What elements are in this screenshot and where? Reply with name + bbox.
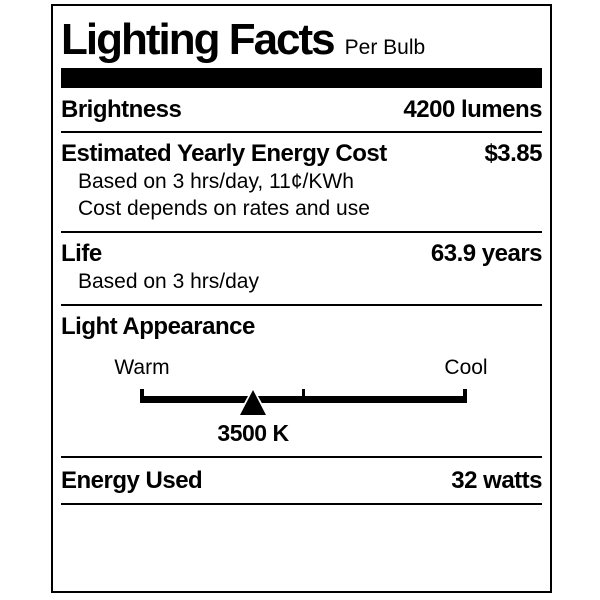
kelvin-row	[61, 420, 542, 447]
life-note-basis: Based on 3 hrs/day	[78, 270, 259, 293]
light-appearance-label: Light Appearance	[61, 313, 255, 340]
label-subtitle: Per Bulb	[344, 36, 426, 59]
brightness-row	[61, 88, 542, 133]
cool-label: Cool	[444, 356, 488, 379]
energy-cost-section	[61, 133, 542, 233]
kelvin-value: 3500 K	[217, 420, 289, 446]
light-appearance-heading-row	[61, 312, 542, 341]
lighting-facts-label	[51, 4, 552, 593]
energy-cost-value: $3.85	[484, 140, 542, 167]
energy-used-row	[61, 458, 542, 505]
life-value: 63.9 years	[430, 240, 542, 267]
life-label: Life	[61, 240, 102, 267]
life-section	[61, 233, 542, 306]
energy-used-label: Energy Used	[61, 466, 203, 494]
warm-label: Warm	[114, 356, 170, 379]
brightness-value: 4200 lumens	[403, 95, 542, 123]
energy-cost-note-basis: Based on 3 hrs/day, 11¢/KWh	[78, 170, 354, 193]
energy-used-value: 32 watts	[451, 466, 542, 494]
marker-triangle-icon	[240, 390, 266, 415]
life-row	[61, 239, 542, 268]
label-title: Lighting Facts	[61, 15, 334, 64]
label-header	[61, 6, 542, 66]
brightness-label: Brightness	[61, 95, 182, 123]
energy-cost-row	[61, 139, 542, 168]
color-temp-scale	[61, 389, 542, 417]
light-appearance-section	[61, 306, 542, 458]
energy-cost-note-disclaimer: Cost depends on rates and use	[78, 197, 370, 220]
energy-cost-label: Estimated Yearly Energy Cost	[61, 140, 387, 167]
scale-marker-track	[140, 389, 467, 417]
header-divider-bar	[61, 68, 542, 88]
color-temp-scale-labels	[61, 356, 542, 382]
